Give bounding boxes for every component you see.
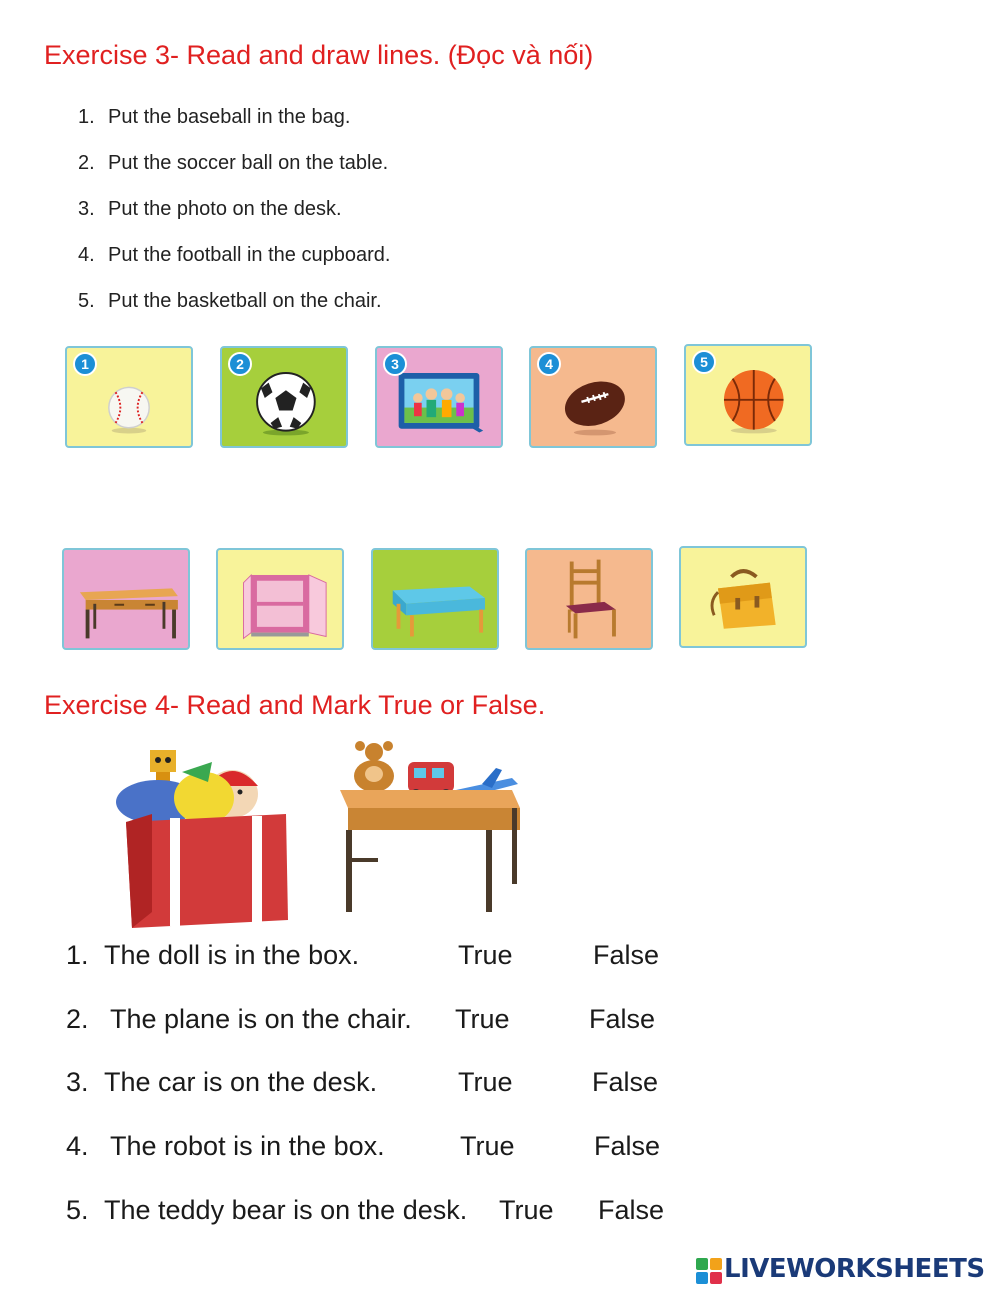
instruction-1: 1. Put the baseball in the bag. — [78, 106, 351, 128]
place-card-desk[interactable] — [62, 548, 190, 650]
item-card-photo[interactable] — [375, 346, 503, 448]
true-option[interactable]: True — [499, 1195, 554, 1225]
false-option[interactable]: False — [593, 940, 660, 970]
item-card-football[interactable] — [529, 346, 657, 448]
number-badge: 4 — [537, 352, 561, 376]
statement-text: The plane is on the chair. — [110, 1004, 412, 1034]
statement-text: The doll is in the box. — [104, 940, 360, 970]
false-option[interactable]: False — [598, 1195, 665, 1225]
true-option[interactable]: True — [458, 940, 513, 970]
place-card-table[interactable] — [371, 548, 499, 650]
item-card-basketball[interactable] — [684, 344, 812, 446]
desk-icon — [64, 550, 188, 648]
instruction-3: 3. Put the photo on the desk. — [78, 198, 342, 220]
number-badge: 1 — [73, 352, 97, 376]
instruction-4: 4. Put the football in the cupboard. — [78, 244, 391, 266]
place-card-bag[interactable] — [679, 546, 807, 648]
item-card-soccer-ball[interactable] — [220, 346, 348, 448]
chair-icon — [527, 550, 651, 648]
table-icon — [373, 550, 497, 648]
toy-box-icon — [112, 742, 302, 930]
number-badge: 3 — [383, 352, 407, 376]
place-card-cupboard[interactable] — [216, 548, 344, 650]
instruction-5: 5. Put the basketball on the chair. — [78, 290, 382, 312]
item-card-baseball[interactable] — [65, 346, 193, 448]
bag-icon — [681, 548, 805, 646]
number-badge: 2 — [228, 352, 252, 376]
false-option[interactable]: False — [594, 1131, 661, 1161]
instruction-2: 2. Put the soccer ball on the table. — [78, 152, 389, 174]
exercise-4-title: Exercise 4- Read and Mark True or False. — [44, 690, 546, 720]
statement-text: The car is on the desk. — [104, 1067, 378, 1097]
false-option[interactable]: False — [589, 1004, 656, 1034]
place-card-chair[interactable] — [525, 548, 653, 650]
exercise-3-title: Exercise 3- Read and draw lines. (Đọc và nối) — [44, 40, 594, 70]
liveworksheets-logo-icon — [696, 1258, 722, 1284]
true-option[interactable]: True — [455, 1004, 510, 1034]
cupboard-icon — [218, 550, 342, 648]
brand-name: LIVEWORKSHEETS — [724, 1254, 985, 1284]
statement-text: The robot is in the box. — [110, 1131, 385, 1161]
true-option[interactable]: True — [458, 1067, 513, 1097]
statement-text: The teddy bear is on the desk. — [104, 1195, 468, 1225]
false-option[interactable]: False — [592, 1067, 659, 1097]
desk-with-toys-icon — [336, 738, 526, 914]
number-badge: 5 — [692, 350, 716, 374]
true-option[interactable]: True — [460, 1131, 515, 1161]
